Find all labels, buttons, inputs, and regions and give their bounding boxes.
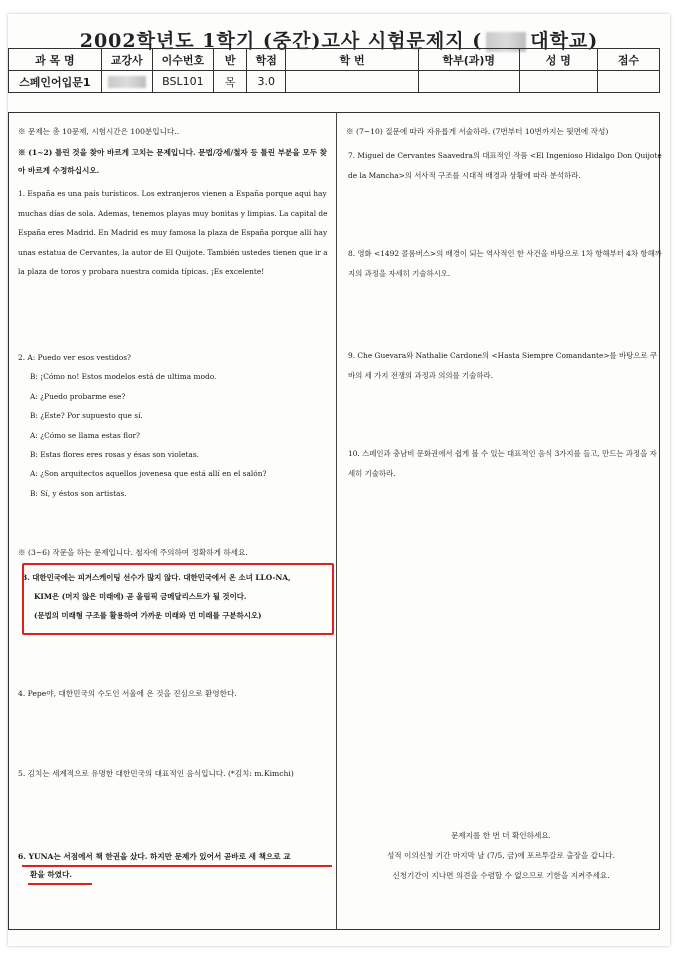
- exam-title: 2002학년도 1학기 (중간)고사 시험문제지 ( 대학교): [79, 30, 599, 52]
- q6-line: 환을 하였다.: [30, 870, 72, 879]
- header-name: 성 명: [519, 49, 597, 71]
- q2-line: B: ¡Cómo no! Estos modelos está de ultima modo.: [30, 372, 217, 382]
- q2-line: B: Estas flores eres rosas y ésas son violetas.: [30, 450, 199, 460]
- question-10: 10. 스페인과 충남비 문화권에서 쉽게 볼 수 있는 대표적인 음식 3가지를 들고, 만드는 과정을 자세히 기술하라.: [348, 449, 657, 478]
- info-header-row: [9, 49, 660, 71]
- notice-essay-section: ※ (7~10) 질문에 따라 자유롭게 서술하라. (7번부터 10번까지는 뒷면에 작성): [346, 127, 609, 136]
- question-1: 1. España es una país turísticos. Los extranjeros vienen a España porque aqui hay muchas días de sola. Ademas, tenemos playas muy bonitas y limpias. La capital de España eres Madrid. En Madrid es muy famosa la plaza de España porque allí hay unas estatua de Cervantes, la autor de El Quijote. También ustedes tienen que ir a la plaza de toros y probara nuestra comida típicas. ¡Es excelente!: [18, 189, 328, 276]
- credits-value: 3.0: [247, 71, 286, 93]
- course-code-value: BSL101: [152, 71, 213, 93]
- instructor-value: [101, 71, 152, 93]
- score-field: [597, 71, 659, 93]
- red-underline: [22, 865, 332, 867]
- closing-note-line: 성적 이의신청 기간 마지막 날 (7/5, 금)에 포르투갈로 출장을 갑니다.: [386, 851, 616, 860]
- closing-note-line: 문제지를 한 번 더 확인하세요.: [450, 831, 552, 840]
- header-course-code: 이수번호: [152, 49, 213, 71]
- q2-line: B: ¿Este? Por supuesto que sí.: [30, 411, 143, 421]
- redacted-instructor: [108, 76, 146, 88]
- info-value-row: [9, 71, 660, 93]
- q2-line: A: ¿Puedo probarme ese?: [30, 391, 126, 401]
- q3-line: KIM은 (머지 않은 미래에) 곧 올림픽 금메달리스트가 될 것이다.: [34, 592, 247, 601]
- header-instructor: 교강사: [101, 49, 152, 71]
- q2-line: A: ¿Cómo se llama estas flor?: [30, 430, 141, 440]
- question-8: 8. 영화 <1492 콜롬버스>의 배경이 되는 역사적인 한 사건을 바탕으로 1차 항해부터 4차 항해까지의 과정을 자세히 기술하시오.: [348, 249, 662, 278]
- student-id-field[interactable]: [286, 71, 418, 93]
- q2-line: B: Sí, y éstos son artistas.: [30, 488, 127, 498]
- department-field[interactable]: [418, 71, 519, 93]
- student-info-table: [8, 48, 660, 93]
- notice-composition-section: ※ (3~6) 작문을 하는 문제입니다. 철자에 주의하여 정확하게 하세요.: [18, 548, 248, 557]
- section-value: 목: [214, 71, 247, 93]
- red-underline: [28, 883, 92, 885]
- q3-line: 3. 대한민국에는 피겨스케이팅 선수가 많지 않다. 대한민국에서 온 소녀 LLO-NA,: [22, 573, 291, 582]
- header-score: 점수: [597, 49, 659, 71]
- course-name-value: 스페인어입문1: [9, 71, 102, 93]
- q2-line: 2. A: Puedo ver esos vestidos?: [18, 353, 132, 362]
- closing-note-line: 신청기간이 지나면 의견을 수렴할 수 없으므로 기한을 지켜주세요.: [392, 871, 610, 880]
- column-divider: [336, 112, 337, 930]
- question-4: 4. Pepe야, 대한민국의 수도인 서울에 온 것을 진심으로 환영한다.: [18, 689, 237, 698]
- notice-total-questions: ※ 문제는 총 10문제, 시험시간은 100분입니다..: [18, 127, 180, 136]
- red-annotation-box: [22, 563, 334, 635]
- question-2: [18, 348, 330, 503]
- question-5: 5. 김치는 세계적으로 유명한 대한민국의 대표적인 음식입니다. (*김치: m.Kimchi): [18, 769, 294, 778]
- q6-line: 6. YUNA는 서점에서 책 한권을 샀다. 하지만 문제가 있어서 곧바로 새 책으로 교: [18, 852, 291, 861]
- header-student-id: 학 번: [286, 49, 418, 71]
- question-7: 7. Miguel de Cervantes Saavedra의 대표적인 작품 <El Ingenioso Hidalgo Don Quijote de la Mancha>의 서사적 구조를 시대적 배경과 상황에 따라 분석하라.: [348, 151, 662, 180]
- q2-line: A: ¿Son arquitectos aquellos jovenesa que está allí en el salón?: [30, 469, 267, 479]
- header-department: 학부(과)명: [418, 49, 519, 71]
- q3-line: (문법의 미래형 구조를 활용하여 가까운 미래와 먼 미래를 구분하시오): [34, 611, 262, 620]
- question-9: 9. Che Guevara와 Nathalie Cardone의 <Hasta Siempre Comandante>를 바탕으로 쿠바의 세 가지 전쟁의 과정과 의의를 기술하라.: [348, 351, 658, 380]
- notice-correction-section: ※ (1~2) 틀린 것을 찾아 바르게 고치는 문제입니다. 문법/강세/철자 등 틀린 부분을 모두 찾아 바르게 수정하십시오.: [18, 148, 328, 175]
- name-field[interactable]: [519, 71, 597, 93]
- header-section: 반: [214, 49, 247, 71]
- header-course-name: 과 목 명: [9, 49, 102, 71]
- header-credits: 학점: [247, 49, 286, 71]
- closing-notes: [340, 826, 662, 886]
